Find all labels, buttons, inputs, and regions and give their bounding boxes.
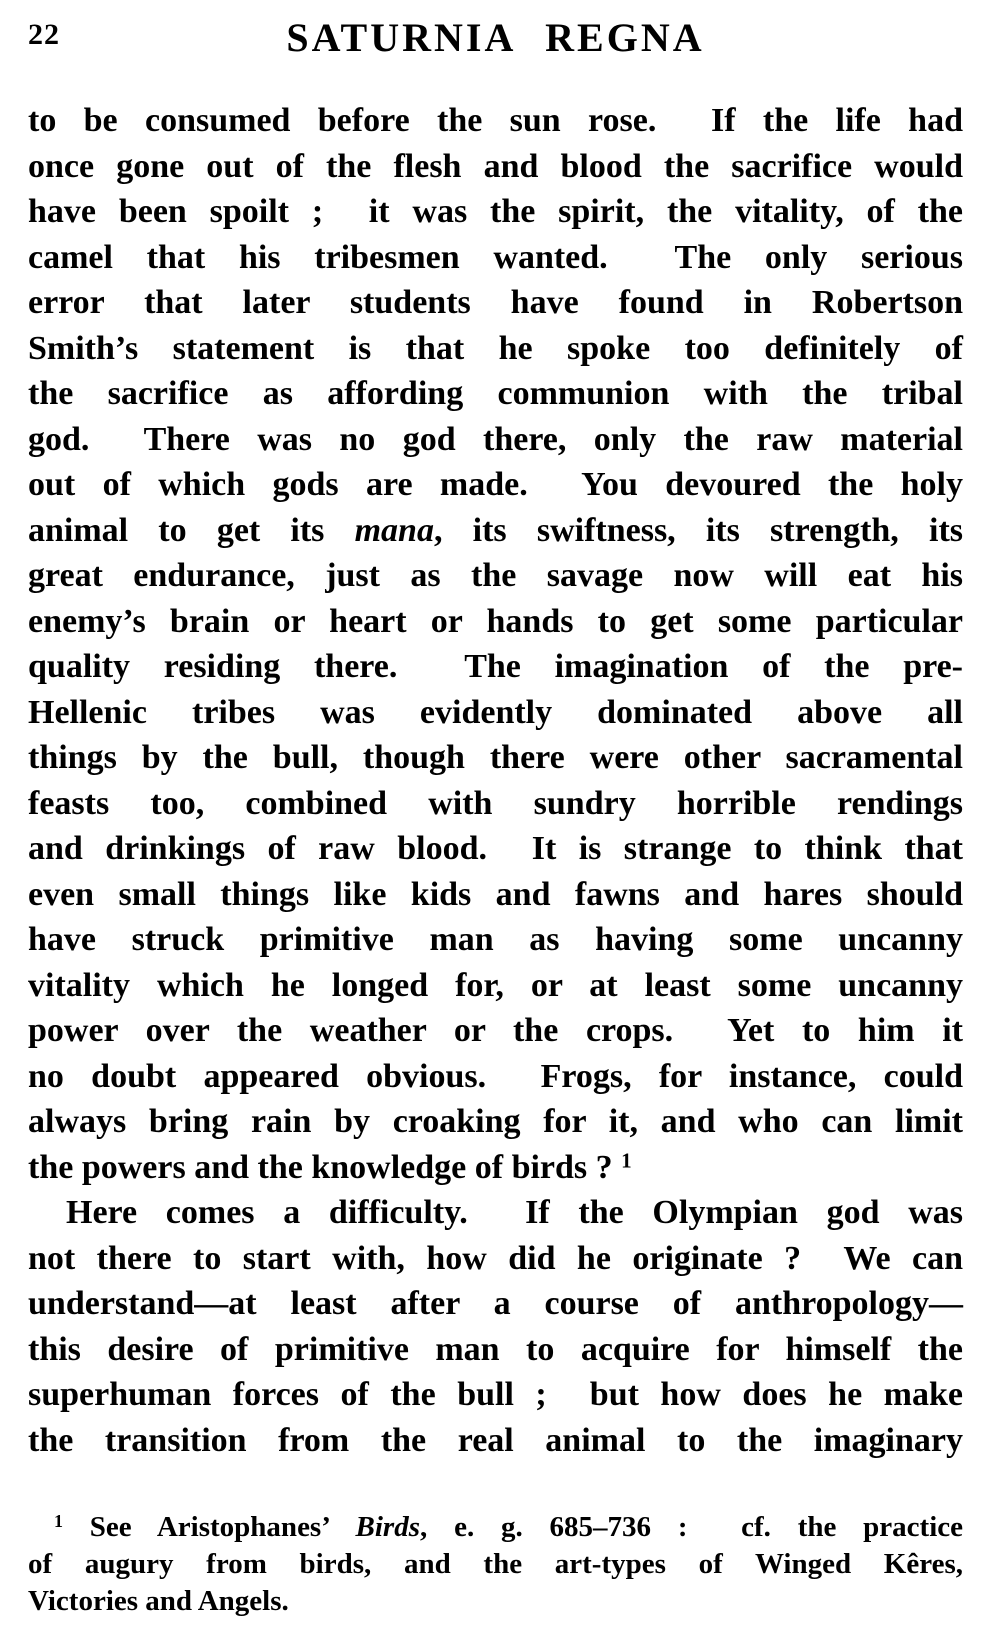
text-segment: have struck primitive man as having some uncanny — [28, 921, 963, 958]
text-line — [28, 963, 963, 1009]
text-segment: even small things like kids and fawns and hares should — [28, 875, 963, 913]
text-segment: great endurance, just as the savage now will eat his — [28, 557, 963, 594]
text-segment: , its swiftness, its strength, its — [433, 511, 963, 549]
paragraph — [28, 1190, 963, 1463]
text-segment: to be consumed before the sun rose. If the life had — [28, 102, 963, 139]
text-segment: Hellenic tribes was evidently dominated above all — [28, 693, 963, 731]
text-line — [28, 599, 963, 645]
text-line — [28, 1583, 963, 1620]
text-segment: not there to start with, how did he originate ? We can — [28, 1239, 963, 1277]
text-segment: See Aristophanes’ — [62, 1511, 356, 1543]
text-line — [28, 826, 963, 872]
page-header — [28, 0, 963, 98]
text-segment: feasts too, combined with sundry horrible rendings — [28, 784, 963, 822]
text-line — [28, 98, 963, 144]
text-segment: , e. g. 685–736 : cf. the practice — [420, 1511, 963, 1543]
text-line — [28, 1509, 963, 1546]
text-line — [28, 326, 963, 372]
text-line — [28, 1190, 963, 1236]
text-line — [28, 1546, 963, 1583]
text-segment: always bring rain by croaking for it, and who can limit — [28, 1103, 963, 1140]
text-line — [28, 644, 963, 690]
italic-text: mana — [354, 511, 434, 549]
text-segment: enemy’s brain or heart or hands to get some particular — [28, 602, 963, 640]
text-line — [28, 872, 963, 918]
text-segment: quality residing there. The imagination of the pre- — [28, 648, 963, 685]
text-line — [28, 1236, 963, 1282]
text-segment: error that later students have found in Robertson — [28, 284, 963, 321]
text-line — [28, 1418, 963, 1464]
text-line — [28, 735, 963, 781]
text-segment: the transition from the real animal to the imaginary — [28, 1421, 963, 1459]
paragraph — [28, 98, 963, 1190]
text-line — [28, 235, 963, 281]
text-line — [28, 508, 963, 554]
text-segment: have been spoilt ; it was the spirit, the vitality, of the — [28, 193, 963, 230]
body-text — [28, 98, 963, 1463]
text-segment: animal to get its — [28, 511, 355, 549]
text-line — [28, 917, 963, 963]
text-segment: Smith’s statement is that he spoke too definitely of — [28, 329, 963, 367]
text-segment: the powers and the knowledge of birds ? — [28, 1148, 622, 1186]
text-segment: understand—at least after a course of anthropology— — [28, 1285, 963, 1322]
footnote-marker: 1 — [621, 1147, 632, 1172]
text-line — [28, 553, 963, 599]
text-line — [28, 1099, 963, 1145]
text-line — [28, 189, 963, 235]
text-segment: things by the bull, though there were other sacramental — [28, 739, 963, 776]
running-title: SATURNIA REGNA — [286, 15, 705, 60]
text-segment: Victories and Angels. — [28, 1585, 289, 1617]
text-segment: power over the weather or the crops. Yet to him it — [28, 1012, 963, 1049]
text-segment: superhuman forces of the bull ; but how does he make — [28, 1376, 963, 1413]
text-line — [28, 690, 963, 736]
text-line — [28, 1008, 963, 1054]
text-line — [28, 1281, 963, 1327]
text-line — [28, 1145, 963, 1191]
text-line — [28, 1054, 963, 1100]
text-line — [28, 781, 963, 827]
text-segment: out of which gods are made. You devoured the holy — [28, 466, 963, 503]
text-line — [28, 280, 963, 326]
text-line — [28, 462, 963, 508]
text-segment: once gone out of the flesh and blood the sacrifice would — [28, 147, 963, 185]
text-line — [28, 417, 963, 463]
footnote — [28, 1509, 963, 1620]
page-number: 22 — [28, 18, 60, 51]
footnote-marker: 1 — [54, 1511, 63, 1532]
italic-text: Birds — [355, 1511, 421, 1543]
text-line — [28, 144, 963, 190]
text-segment: no doubt appeared obvious. Frogs, for instance, could — [28, 1057, 963, 1095]
text-segment: vitality which he longed for, or at least some uncanny — [28, 966, 963, 1004]
text-line — [28, 1327, 963, 1373]
text-segment: god. There was no god there, only the raw material — [28, 420, 963, 458]
text-line — [28, 1372, 963, 1418]
text-segment: and drinkings of raw blood. It is strange to think that — [28, 830, 963, 867]
text-line — [28, 371, 963, 417]
text-segment: camel that his tribesmen wanted. The only serious — [28, 238, 963, 276]
text-segment: this desire of primitive man to acquire for himself the — [28, 1330, 963, 1368]
text-segment: of augury from birds, and the art-types of Winged Kêres, — [28, 1548, 963, 1580]
text-segment: the sacrifice as affording communion with the tribal — [28, 375, 963, 412]
text-segment: Here comes a difficulty. If the Olympian god was — [66, 1194, 963, 1231]
